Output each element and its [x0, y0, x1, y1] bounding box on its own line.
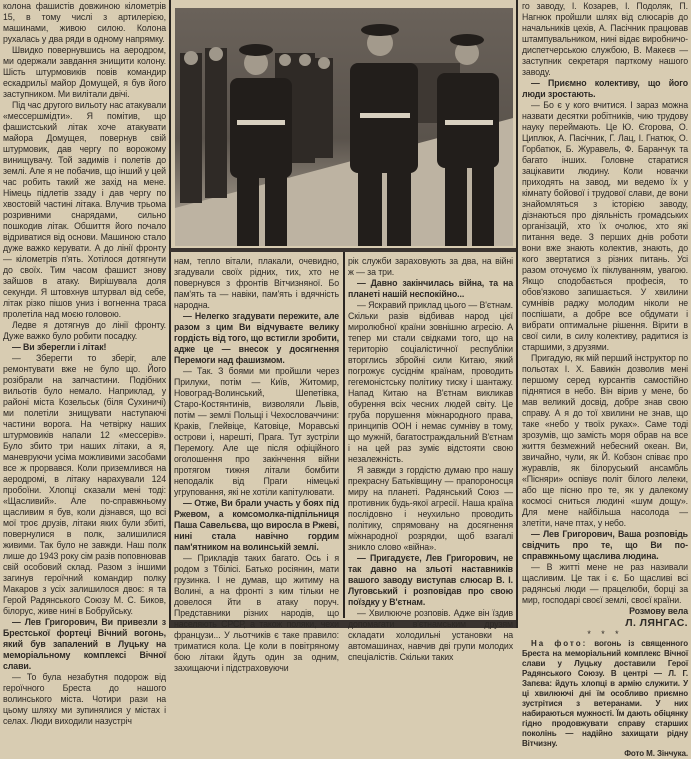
caption-text: вогонь із священного Бреста на меморіальний комплекс Вічної слави у Луцьку доставили Герої Радянського Союзу. В центрі — Л. Г. Запєва: йдуть хлопці в армію служити. У ці хвилюючі дні їм особливо приємно зустрітися з ветеранами. У них набираються мужності. Їм дають обіцянку гідно продовжувати справу старших поколінь — надійно захищати рідну Вітчизну. — [522, 639, 688, 748]
paragraph: — Бо є у кого вчитися. І зараз можна назвати десятки робітників, чию трудову науку переймають. Це Ю. Єгорова, О. Циплюк, А. Пасічник, Г. Лац, І. Гнатюк, О. Горбатюк, Б. Журавель, Ф. Баранчук та багато інших. Головне старатися зацікавити людину. Коли новачки приходять на завод, ми ведемо їх у кімнату бойової і трудової слави, де вони знайомляться з історією заводу, дізнаються про діяльність громадських організацій, хто їх очолює, хто які питання веде. З перших днів роботи вони вже знають колектив, знають, до кого звертатися з різних питань. Усі разом оточуємо їх піклуванням, увагою. Якщо сподобається професія, то обов'язково запишається. У хвилини сумнівів раджу молодим ніколи не поспішати, а добре все обдумати і вибрати оптимальне рішення. Вірити в свої сили, в силу колективу, радитися із старшими, з друзями. — [522, 100, 688, 352]
photo-credit: Фото М. Зінчука. — [624, 749, 688, 758]
separator: * * * — [587, 629, 623, 639]
paragraph: — Прикладів таких багато. Ось і я родом з Тбілісі. Батько росіянин, мати грузинка. І не думав, що житиму на Волині, а на фронті з ким тільки не довелося йти в атаку поруч. Представники різних народів, що населяють СРСР, а також поляки, чехи французи... У льотчиків є таке правило: триматися кола. Це коли в повітряному бою літаки йдуть один за одним, захищаючи і підстраховуючи — [174, 553, 339, 673]
paragraph: — Так. З боями ми пройшли через Прилуки, потім — Київ, Житомир, Новоград-Волинський, Шепетівка, Старо-Костянтинів, визволяли Львів, потім — землі Польщі і Чехословаччини: Краків, Глейвіце, Катовіце, Моравські острови і, нарешті, Прага. Тут зустріли Перемогу. Але ще після офіційного оголошення про закінчення війни протягом тижня літали бомбити неподалік від Праги німецькі угруповання, які не хотіли капітулювати. — [174, 366, 339, 497]
caption-lead: На фото: — [531, 639, 588, 648]
paragraph: Швидко повернувшись на аеродром, ми одержали завдання знищити колону. Шість штурмовиків повів командир ескадрильї майор Домущей, я був його заступником. Ми вилітали двічі. — [3, 45, 166, 99]
paragraph: го заводу, І. Козарев, І. Подоляк, П. Нагнюк пройшли шлях від слюсарів до начальників цехів, А. Пасічник працював штампувальником, нині відає виробничо-диспетчерською службою, В. Макеєв — заступник секретаря парткому нашого заводу. — [522, 1, 688, 77]
paragraph: — Хвилююче розповів. Адже він їздив допомагати в'єтнамським друзям складати холодильні установки на автомашинах, навчив дві групи молодих спеціалістів. Скільки таких — [348, 608, 513, 662]
paragraph: Під час другого вильоту нас атакували «мессершмідти». Я помітив, що фашистський літак хоче атакувати майора Домущея, повернув свій штурмовик, дав чергу по ворожому винищувачу. Той задимів і полетів до землі. Але я не побачив, що інший у цей час робить такий же захід на мене. Німець підлетів ззаду і дав чергу по хвостовій частині літака. Влучив трьома розривними снарядами, сильно пошкодив літак. Обшиття його почало відриватися від основи. Машиною стало дуже важко керувати. А до лінії фронту — кілометрів п'ять. Хотілося дотягнути до своїх. Тим часом фашист знову зайшов в атаку. Вирішувала доля секунди. Я штовхнув штурвал від себе, літак різко пішов униз і вогненна траса пролетіла над моєю головою. — [3, 100, 167, 319]
paragraph: — То була незабутня подорож від героїчного Бреста до нашого волинського міста. Чотири рази на цьому шляху ми зупинялися у містах і селах. Люди виходили назустріч — [3, 672, 166, 726]
news-photo-officers — [175, 8, 513, 246]
byline-author: Л. ЛЯНГАС. — [625, 617, 688, 629]
column-divider — [343, 252, 345, 618]
interview-question: — Пригадуєте, Лев Григорович, не так давно на зльоті наставників вашого заводу виступав слюсар В. І. Луговський і розповідав про свою поїздку у В'єтнам. — [348, 553, 513, 607]
interview-question: — Лев Григорович, Ваша розповідь свідчить про те, що Ви по-справжньому щаслива людина. — [522, 529, 688, 561]
article-column-middle-1 — [174, 256, 339, 674]
column-divider — [516, 0, 518, 628]
paragraph: — В житті мене не раз називали щасливим. Це так і є. Бо щасливі всі радянські люди — працелюби, борці за мир, господарі своєї землі, своєї країни. — [522, 562, 688, 605]
article-column-middle-2 — [348, 256, 513, 663]
paragraph: Пригадую, як мій перший інструктор по польотах І. Х. Бавикін дозволив мені першому серед курсантів самостійно піднятися в небо. Він вірив у мене, бо мав великий досвід, добре знав свою справу. А я до тої хвилини не знав, що таке «небо у твоїх руках». Саме тоді зрозумів, що замість моря обрав на все життя безмежний небесний океан. Ви, звичайно, чули, як Й. Кобзон співає про журавлів, як білоруський ансамбль «Пісняри» оспівує політ білого лелеки, або ще пісню про те, як у далекому космосі сниться людині «шум дощу». Для мене найбільша насолода — злетіти, наче птах, у небо. — [522, 353, 688, 528]
article-column-right — [522, 1, 688, 759]
interview-question: — Давно закінчилась війна, та на планеті нашій неспокійно... — [348, 278, 513, 299]
interview-question: — Нелегко згадувати пережите, але разом з цим Ви відчуваєте велику гордість від того, що встигли зробити, адже це — внесок у досягнення Перемоги над фашизмом. — [174, 311, 339, 365]
paragraph: рік служби зараховують за два, на війні ж — за три. — [348, 256, 513, 277]
paragraph: — Яскравий приклад цього — В'єтнам. Скільки разів відбивав народ цієї миролюбної країни зовнішню агресію. А тепер ми стали свідками того, що на територію соціалістичної республіки вторглись збройні сили Китаю, який погрожує сусіднім країнам, проводить гегемоністську політику тиску і шантажу. Напад Китаю на В'єтнам викликав обурення всіх чесних людей світу. Це груба порушення міжнародного права, принципів ООН і немає сумніву в тому, що мужній, багатостраждальний В'єтнам і на цей раз зуміє відстояти свою незалежність. — [348, 300, 513, 464]
byline-label: Розмову вела — [629, 606, 688, 616]
interview-question: — Отже, Ви брали участь у боях під Ржевом, а комсомолка-підпільниця Паша Савельєва, що виросла в Ржеві, нині стала навічно гордим пам'ятником на волинській землі. — [174, 498, 339, 552]
article-column-left — [3, 1, 166, 727]
paragraph: Ледве я дотягнув до лінії фронту. Дуже важко було робити посадку. — [3, 320, 166, 341]
interview-question: — Лев Григорович, Ви привезли з Брестської фортеці Вічний вогонь, який був запалений в Луцьку на меморіальному комплексі Вічної слави. — [3, 617, 166, 671]
photo-caption — [522, 639, 688, 749]
column-divider — [169, 0, 171, 628]
interview-question: — Приємно колективу, що його люди зростають. — [522, 78, 688, 99]
paragraph: Я завжди з гордістю думаю про нашу прекрасну Батьківщину — прапороносця миру на планеті. Радянський Союз — противник будь-якої агресії. Наша країна послідовно і неухильно проводить політику, спрямовану на досягнення міжнародної розрядки, щоб взагалі зникло слово «війна». — [348, 465, 513, 552]
paragraph: колона фашистів довжиною кілометрів 15, в тому числі з артилерією, машинами, живою силою. Колона рухалась у два ряди в одному напрямку. — [3, 1, 166, 44]
paragraph: — Зберегти то зберіг, але ремонтувати вже не було що. Його розібрали на запчастини. Подібних вильотів було немало. Наприклад, у районі міста Козельськ (біля Сухиничі) ми полетіли знищувати наступаючі частини ворога. На четвірку наших штурмовиків напали 12 «мессерів». Було збито три наших літаки, а я, маневруючи усіма можливими засобами все ж прорвався. Коли приземлився на аеродромі, в літаку нарахували 124 пробоїни. Хлопці сказали мені тоді: «Щасливий». Але по-справжньому щасливим я був, коли дізнався, що всі мої троє друзів, літаки яких були збиті, повернулися в полк, залишилися живими. Так було не завжди. Наш полк лише до 1943 року сім разів поповнював свій особовий склад. Разом з іншими загинув героїчний командир полку Макаров з усіх залишилося двоє: я та Герой Радянського Союзу М. С. Биков, білорус, живе нині в Бобруйську. — [3, 353, 166, 616]
paragraph: нам, тепло вітали, плакали, очевидно, згадували своїх рідних, тих, хто не повернувся з фронтів Вітчизняної. Бо пам'ять та — навіки, пам'ять і вдячність народна. — [174, 256, 339, 310]
right-text — [522, 1, 688, 606]
interview-question: — Ви зберегли і літак! — [12, 342, 107, 352]
